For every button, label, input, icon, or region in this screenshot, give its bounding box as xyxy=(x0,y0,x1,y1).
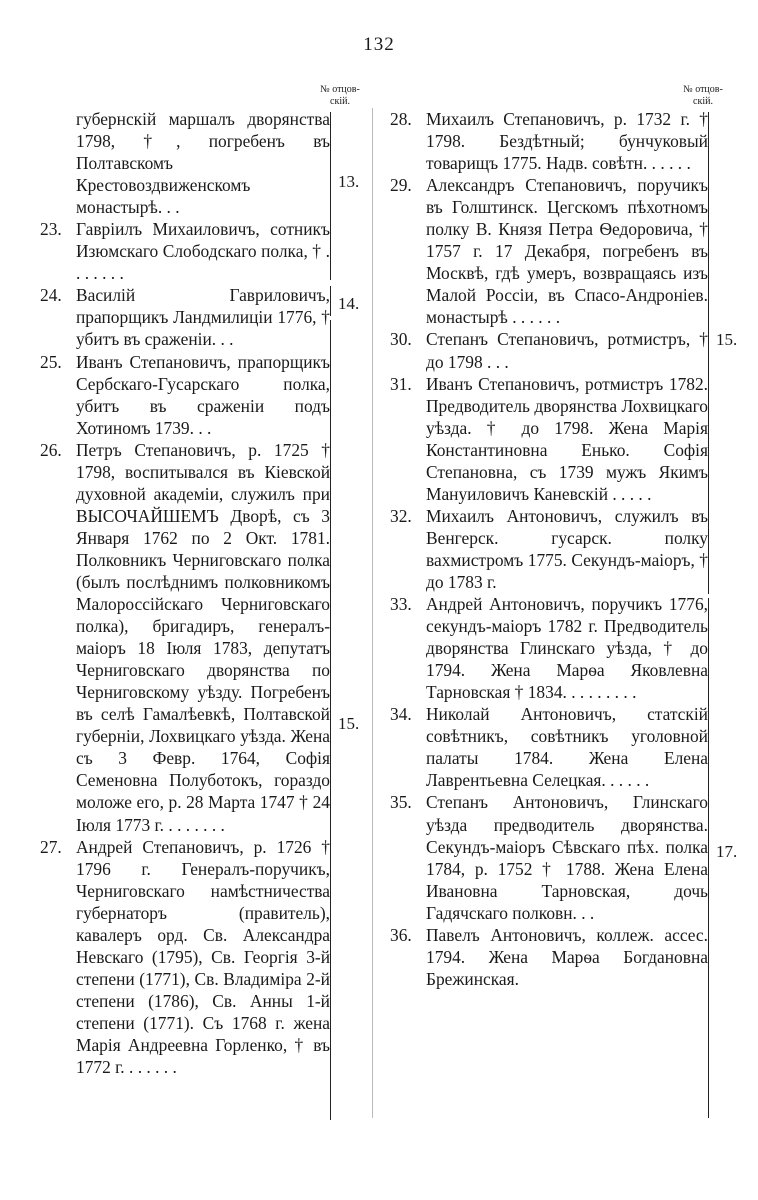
entry-number: 28. xyxy=(390,109,412,129)
entry-number: 34. xyxy=(390,704,412,725)
column-header-line-2: скій. xyxy=(330,96,350,107)
list-item xyxy=(40,108,330,218)
entry-text: Иванъ Степановичъ, прапорщикъ Сербскаго-Гусарскаго полка, убитъ въ сраженіи подъ Хотиномъ 1739. . . xyxy=(76,351,330,438)
list-item xyxy=(390,703,708,791)
entry-number: 30. xyxy=(390,329,412,350)
column-header-line-1: № отцов- xyxy=(320,84,360,95)
entry-text: Иванъ Степановичъ, ротмистръ 1782. Предводитель дворянства Лохвицкаго уѣзда. † до 1798. Жена Марія Константиновна Енько. Софія Степановна, съ 1739 мужъ Якимъ Мануиловичъ Каневскій . . . . . xyxy=(426,373,708,504)
bracket xyxy=(326,112,331,280)
entry-text: Степанъ Антоновичъ, Глинскаго уѣзда предводитель дворянства. Секундъ-маіоръ Сѣвскаго пѣх. полка 1784, р. 1752 † 1788. Жена Елена Ивановна Тарновская, дочь Гадячскаго полковн. . . xyxy=(426,792,708,923)
list-item xyxy=(390,373,708,505)
list-item xyxy=(390,328,708,372)
entry-number: 31. xyxy=(390,373,412,394)
list-item xyxy=(390,791,708,923)
list-item xyxy=(390,505,708,593)
list-item xyxy=(390,174,708,328)
entry-number: 36. xyxy=(390,924,412,945)
father-ref: 17. xyxy=(716,842,738,861)
entry-text: Степанъ Степановичъ, ротмистръ, † до 1798 . . . xyxy=(426,329,708,372)
father-ref: 15. xyxy=(338,714,360,733)
list-item xyxy=(390,924,708,990)
father-ref: 14. xyxy=(338,294,360,313)
list-item xyxy=(40,218,330,284)
list-item xyxy=(40,439,330,836)
bracket xyxy=(326,286,331,316)
column-header-left xyxy=(305,84,375,108)
column-divider xyxy=(372,108,373,1118)
list-item xyxy=(40,836,330,1079)
entry-number: 26. xyxy=(40,439,62,460)
father-ref: 13. xyxy=(338,172,360,191)
entry-number: 27. xyxy=(40,836,62,857)
entry-number: 23. xyxy=(40,219,62,240)
list-item xyxy=(390,593,708,703)
entry-text: Николай Антоновичъ, статскій совѣтникъ, совѣтникъ уголовной палаты 1784. Жена Елена Лаврентьевна Селецкая. . . . . . xyxy=(426,704,708,791)
entry-number: 24. xyxy=(40,285,62,306)
entry-text: Михаилъ Степановичъ, р. 1732 г. † 1798. Бездѣтный; бунчуковый товарищъ 1775. Надв. совѣтн. . . . . . xyxy=(426,109,708,174)
entry-number: 29. xyxy=(390,175,412,196)
left-column xyxy=(40,108,330,1078)
column-header-right xyxy=(668,84,738,108)
right-column xyxy=(390,108,708,990)
entry-text: Андрей Антоновичъ, поручикъ 1776, секундъ-маіоръ 1782 г. Предводитель дворянства Глинскаго уѣзда, † до 1794. Жена Марѳа Яковлевна Тарновская † 1834. . . . . . . . . xyxy=(426,594,708,703)
bracket xyxy=(704,112,709,594)
entry-text: Александръ Степановичъ, поручикъ въ Голштинск. Цегскомъ пѣхотномъ полку В. Князя Петра Ѳедоровича, † 1757 г. 17 Декабря, погребенъ въ Москвѣ, гдѣ умеръ, возвращаясь изъ Малой Россіи, въ Спасо-Андроніев. монастырѣ . . . . . . xyxy=(426,175,708,328)
entry-text: Гавріилъ Михаиловичъ, сотникъ Изюмскаго Слободскаго полка, † . . . . . . . xyxy=(76,219,330,284)
entry-number: 25. xyxy=(40,351,62,372)
entry-text: Павелъ Антоновичъ, коллеж. ассес. 1794. Жена Марѳа Богдановна Брежинская. xyxy=(426,924,708,989)
page-number: 132 xyxy=(363,34,395,55)
bracket xyxy=(704,598,709,1118)
entry-text: Андрей Степановичъ, р. 1726 † 1796 г. Генералъ-поручикъ, Черниговскаго намѣстничества губернаторъ (правитель), кавалеръ орд. Св. Александра Невскаго (1795), Св. Георгія 3-й степени (1771), Св. Владиміра 2-й степени (1786), Св. Анны 1-й степени (1771). Съ 1768 г. жена Марія Андреевна Горленко, † въ 1772 г. . . . . . . xyxy=(76,836,330,1078)
father-ref: 15. xyxy=(716,330,738,349)
entry-number: 35. xyxy=(390,792,412,813)
entry-text: Петръ Степановичъ, р. 1725 † 1798, воспитывался въ Кіевской духовной академіи, служилъ при ВЫСОЧАЙШЕМЪ Дворѣ, съ 3 Января 1762 по 2 Окт. 1781. Полковникъ Черниговскаго полка (былъ послѣднимъ полковникомъ Малороссійскаго Черниговскаго полка), бригадиръ, генералъ-маіоръ 18 Іюля 1783, депутатъ Черниговскаго дворянства по Черниговскому уѣзду. Погребенъ въ селѣ Гамалѣевкѣ, Полтавской губерніи, Лохвицкаго уѣзда. Жена съ 3 Февр. 1764, Софія Семеновна Полуботокъ, гораздо моложе его, р. 28 Марта 1747 † 24 Іюля 1773 г. . . . . . . . xyxy=(76,439,330,835)
entry-text: губернскій маршалъ дворянства 1798, †, погребенъ въ Полтавскомъ Крестовоздвиженскомъ монастырѣ. . . xyxy=(76,109,330,218)
entry-text: Михаилъ Антоновичъ, служилъ въ Венгерск. гусарск. полку вахмистромъ 1775. Секундъ-маіоръ, † до 1783 г. xyxy=(426,505,708,592)
bracket xyxy=(326,320,331,1120)
entry-number: 33. xyxy=(390,594,412,615)
entry-number: 32. xyxy=(390,505,412,526)
list-item xyxy=(390,108,708,174)
list-item xyxy=(40,351,330,439)
entry-text: Василій Гавриловичъ, прапорщикъ Ландмилиціи 1776, † убитъ въ сраженіи. . . xyxy=(76,285,330,350)
list-item xyxy=(40,284,330,350)
column-header-line-1: № отцов- xyxy=(683,84,723,95)
column-header-line-2: скій. xyxy=(693,96,713,107)
